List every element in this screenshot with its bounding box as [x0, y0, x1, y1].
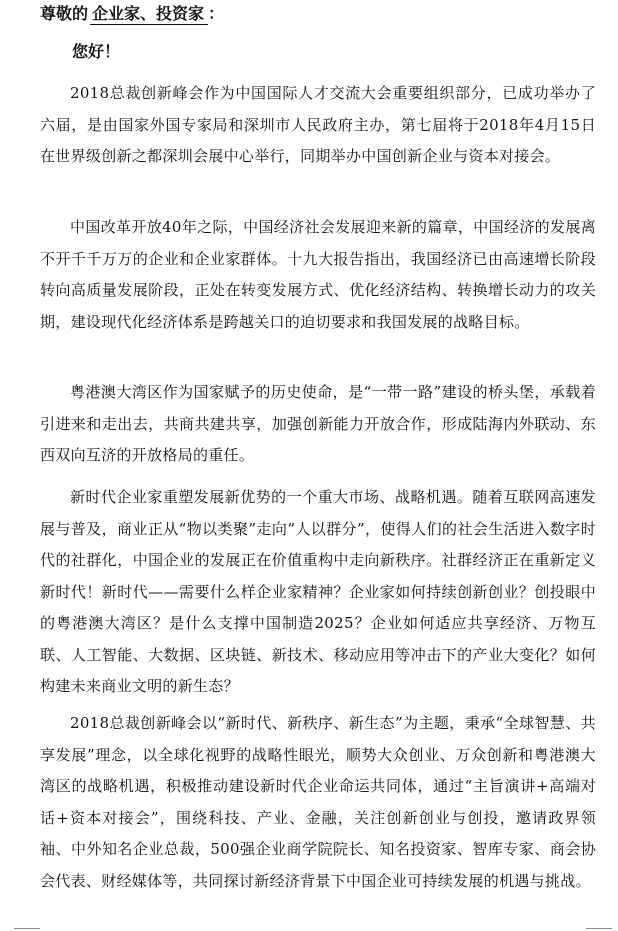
salutation-suffix: ：: [208, 4, 225, 23]
page-corner-mark-left: [14, 928, 40, 929]
paragraph-summit-theme: 2018总裁创新峰会以“新时代、新秩序、新生态”为主题，秉承“全球智慧、共享发展”理念，以全球化视野的战略性眼光，顺势大众创业、万众创新和粤港澳大湾区的战略机遇，积极推动建设新时代企业命运共同体，通过“主旨演讲+高端对话+资本对接会”，围绕科技、产业、金融，关注创新创业与创投，邀请政界领袖、中外知名企业总裁，500强企业商学院院长、知名投资家、智库专家、商会协会代表、财经媒体等，共同探讨新经济背景下中国企业可持续发展的机遇与挑战。: [40, 714, 596, 890]
page-corner-mark-right: [586, 928, 612, 929]
paragraph-new-era: 新时代企业家重塑发展新优势的一个重大市场、战略机遇。随着互联网高速发展与普及，商业正从“物以类聚”走向“人以群分”，使得人们的社会生活进入数字时代的社群化，中国企业的发展正在价值重构中走向新秩序。社群经济正在重新定义新时代！新时代——需要什么样企业家精神？企业家如何持续创新创业？创投眼中的粤港澳大湾区？是什么支撑中国制造2025？企业如何适应共享经济、万物互联、人工智能、大数据、区块链、新技术、移动应用等冲击下的产业大变化？如何构建未来商业文明的新生态？: [40, 488, 596, 695]
salutation: [40, 2, 224, 26]
paragraph-summit-intro: 2018总裁创新峰会作为中国国际人才交流大会重要组织部分，已成功举办了六届，是由国家外国专家局和深圳市人民政府主办，第七届将于2018年4月15日在世界级创新之都深圳会展中心举行，同期举办中国创新企业与资本对接会。: [40, 84, 596, 165]
recipients: 企业家、投资家: [90, 4, 208, 25]
greeting: 您好！: [72, 42, 121, 61]
paragraph-economic-context: 中国改革开放40年之际，中国经济社会发展迎来新的篇章，中国经济的发展离不开千千万万的企业和企业家群体。十九大报告指出，我国经济已由高速增长阶段转向高质量发展阶段，正处在转变发展方式、优化经济结构、转换增长动力的攻关期，建设现代化经济体系是跨越关口的迫切要求和我国发展的战略目标。: [40, 218, 596, 331]
salutation-prefix: 尊敬的: [40, 4, 89, 23]
paragraph-greater-bay-area: 粤港澳大湾区作为国家赋予的历史使命，是“一带一路”建设的桥头堡，承载着引进来和走出去，共商共建共享，加强创新能力开放合作，形成陆海内外联动、东西双向互济的开放格局的重任。: [40, 383, 596, 464]
